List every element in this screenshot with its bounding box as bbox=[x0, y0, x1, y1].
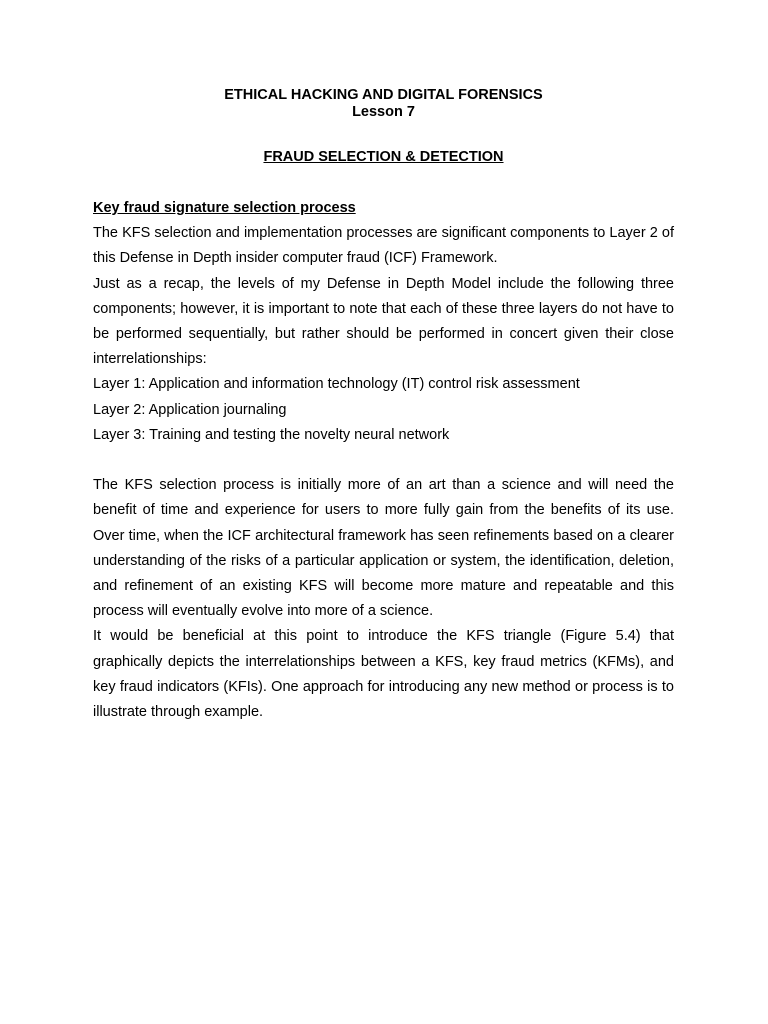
lesson-number: Lesson 7 bbox=[352, 104, 415, 120]
document-body bbox=[93, 196, 674, 725]
paragraph-spacer bbox=[93, 448, 674, 473]
subheading: Key fraud signature selection process bbox=[93, 200, 356, 216]
paragraph: The KFS selection process is initially more of an art than a science and will need the benefit of time and experience for users to more fully gain from the benefits of its use. Over time, when the ICF architectural framework has seen refinements based on a clearer understanding of the risks of a particular application or system, the identification, deletion, and refinement of an existing KFS will become more mature and repeatable and this process will eventually evolve into more of a science. bbox=[93, 477, 674, 620]
paragraph: It would be beneficial at this point to introduce the KFS triangle (Figure 5.4) that graphically depicts the interrelationships between a KFS, key fraud metrics (KFMs), and key fraud indicators (KFIs). One approach for introducing any new method or process is to illustrate through example. bbox=[93, 628, 674, 721]
course-title: ETHICAL HACKING AND DIGITAL FORENSICS bbox=[224, 87, 543, 103]
paragraph: Just as a recap, the levels of my Defense in Depth Model include the following three components; however, it is important to note that each of these three layers do not have to be performed sequentially, but rather should be performed in concert given their close interrelationships: bbox=[93, 275, 674, 368]
paragraph: The KFS selection and implementation processes are significant components to Layer 2 of this Defense in Depth insider computer fraud (ICF) Framework. bbox=[93, 225, 674, 267]
section-title: FRAUD SELECTION & DETECTION bbox=[263, 149, 504, 165]
layer-item: Layer 2: Application journaling bbox=[93, 401, 287, 418]
layer-item: Layer 3: Training and testing the novelty neural network bbox=[93, 426, 450, 443]
document-header bbox=[93, 87, 674, 121]
layer-item: Layer 1: Application and information technology (IT) control risk assessment bbox=[93, 376, 580, 393]
